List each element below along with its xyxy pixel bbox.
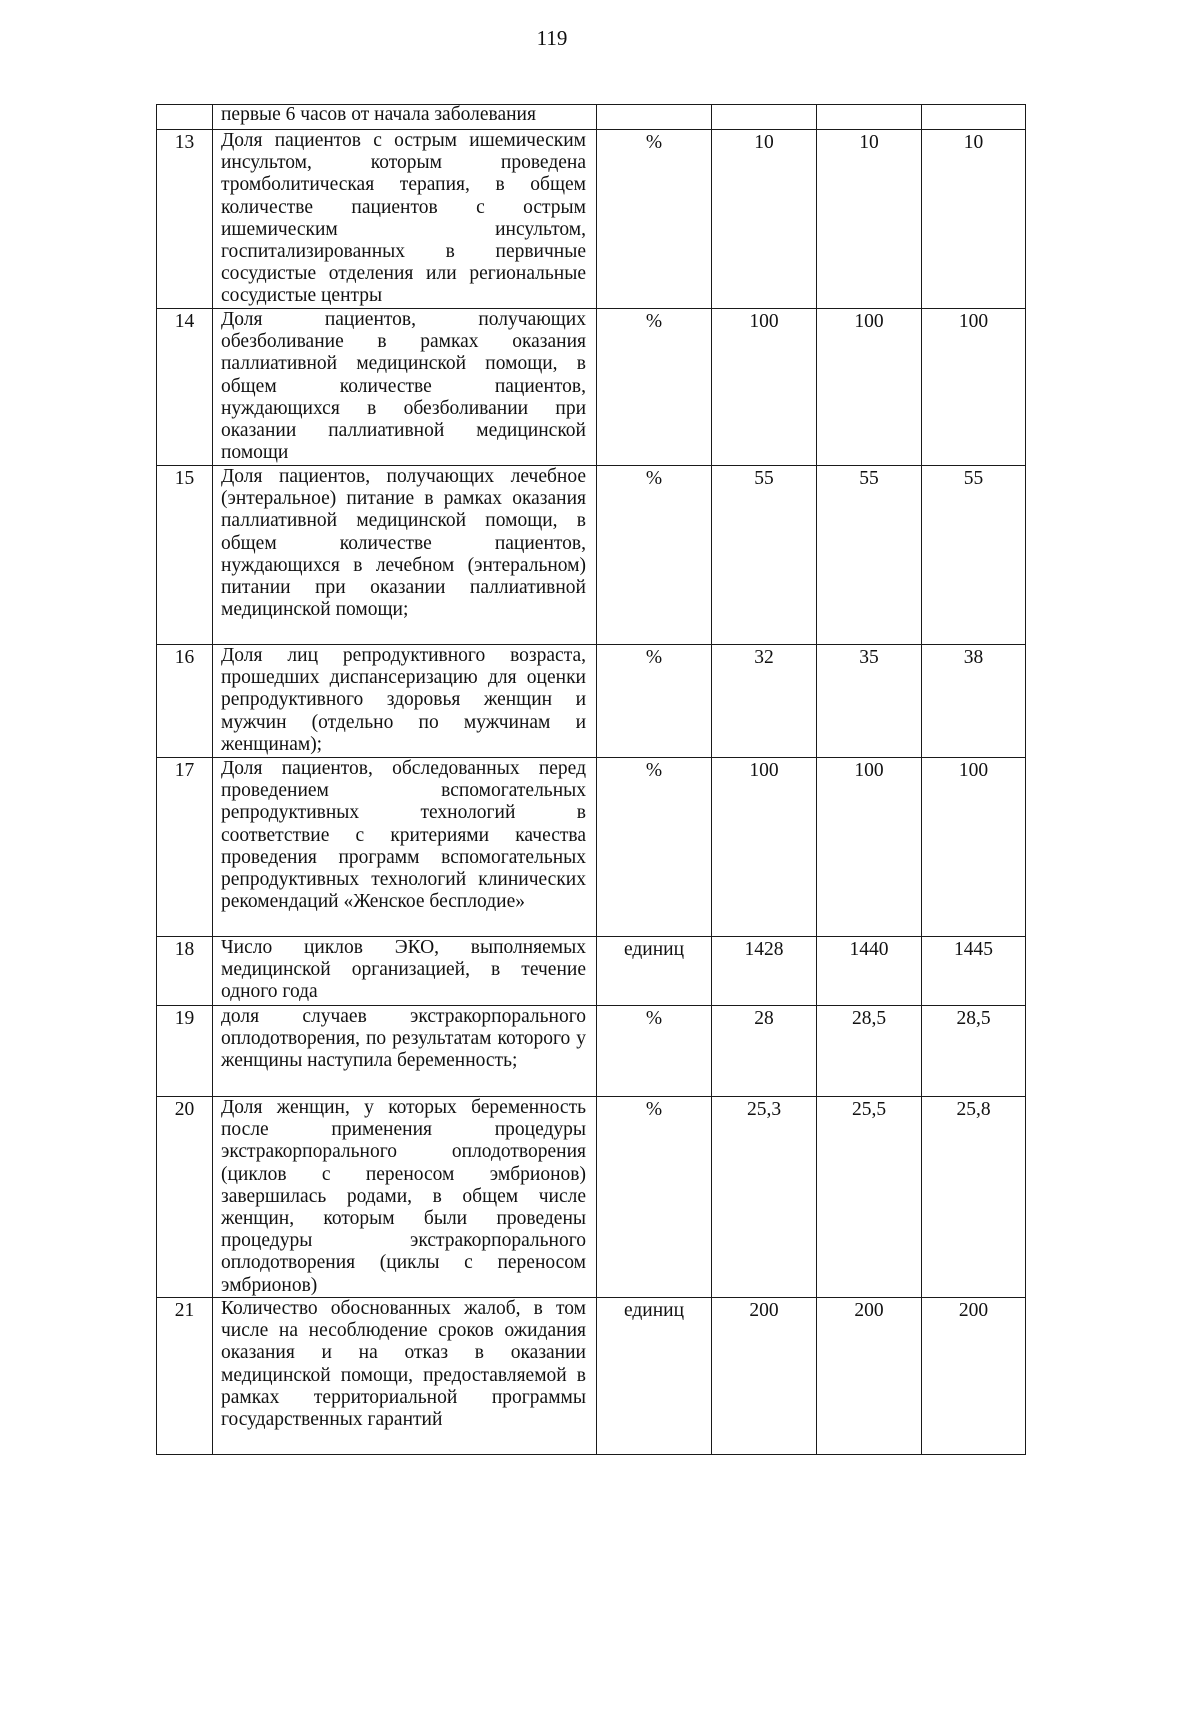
- row-value-3: 10: [922, 130, 1026, 309]
- row-description: Доля лиц репродуктивного возраста, прошедших диспансеризацию для оценки репродуктивного здоровья женщин и мужчин (отдельно по мужчинам и женщинам);: [213, 645, 597, 758]
- row-unit: [597, 105, 712, 130]
- row-number: 21: [157, 1298, 213, 1455]
- table-row: [157, 758, 1026, 937]
- row-value-1: 55: [712, 466, 817, 645]
- table-row: [157, 1298, 1026, 1455]
- row-value-1: 100: [712, 758, 817, 937]
- row-value-2: 200: [817, 1298, 922, 1455]
- row-number: [157, 105, 213, 130]
- row-number: 13: [157, 130, 213, 309]
- table-row-continuation: [157, 105, 1026, 130]
- row-unit: %: [597, 130, 712, 309]
- row-value-1: [712, 105, 817, 130]
- row-value-2: 100: [817, 758, 922, 937]
- row-value-3: 100: [922, 758, 1026, 937]
- row-unit: единиц: [597, 1298, 712, 1455]
- table-row: [157, 645, 1026, 758]
- row-value-2: 10: [817, 130, 922, 309]
- indicators-table: [156, 104, 1026, 1455]
- row-unit: %: [597, 309, 712, 466]
- row-value-2: 1440: [817, 937, 922, 1006]
- table-row: [157, 1097, 1026, 1298]
- row-number: 15: [157, 466, 213, 645]
- row-value-1: 25,3: [712, 1097, 817, 1298]
- row-value-1: 10: [712, 130, 817, 309]
- row-value-3: 200: [922, 1298, 1026, 1455]
- row-value-2: 28,5: [817, 1006, 922, 1097]
- row-number: 20: [157, 1097, 213, 1298]
- row-description: Доля женщин, у которых беременность после применения процедуры экстракорпорального оплодотворения (циклов с переносом эмбрионов) завершилась родами, в общем числе женщин, которым были проведены процедуры экстракорпорального оплодотворения (циклы с переносом эмбрионов): [213, 1097, 597, 1298]
- row-unit: %: [597, 758, 712, 937]
- row-unit: %: [597, 1006, 712, 1097]
- row-number: 17: [157, 758, 213, 937]
- row-description: первые 6 часов от начала заболевания: [213, 105, 597, 130]
- row-description: Доля пациентов, получающих лечебное (энтеральное) питание в рамках оказания паллиативной медицинской помощи, в общем количестве пациентов, нуждающихся в лечебном (энтеральном) питании при оказании паллиативной медицинской помощи;: [213, 466, 597, 645]
- row-value-3: 100: [922, 309, 1026, 466]
- row-number: 18: [157, 937, 213, 1006]
- row-unit: %: [597, 645, 712, 758]
- row-value-2: 35: [817, 645, 922, 758]
- row-description: Доля пациентов с острым ишемическим инсультом, которым проведена тромболитическая терапия, в общем количестве пациентов с острым ишемическим инсультом, госпитализированных в первичные сосудистые отделения или региональные сосудистые центры: [213, 130, 597, 309]
- row-number: 16: [157, 645, 213, 758]
- row-value-1: 200: [712, 1298, 817, 1455]
- row-value-1: 1428: [712, 937, 817, 1006]
- row-description: Количество обоснованных жалоб, в том числе на несоблюдение сроков ожидания оказания и на отказ в оказании медицинской помощи, предоставляемой в рамках территориальной программы государственных гарантий: [213, 1298, 597, 1455]
- row-value-2: 100: [817, 309, 922, 466]
- table-row: [157, 1006, 1026, 1097]
- table-row: [157, 309, 1026, 466]
- row-unit: %: [597, 466, 712, 645]
- row-description: Доля пациентов, получающих обезболивание в рамках оказания паллиативной медицинской помощи, в общем количестве пациентов, нуждающихся в обезболивании при оказании паллиативной медицинской помощи: [213, 309, 597, 466]
- row-value-1: 32: [712, 645, 817, 758]
- row-description: Доля пациентов, обследованных перед проведением вспомогательных репродуктивных технологий в соответствие с критериями качества проведения программ вспомогательных репродуктивных технологий клинических рекомендаций «Женское бесплодие»: [213, 758, 597, 937]
- row-unit: единиц: [597, 937, 712, 1006]
- table-row: [157, 466, 1026, 645]
- row-description: Число циклов ЭКО, выполняемых медицинской организацией, в течение одного года: [213, 937, 597, 1006]
- row-value-2: 25,5: [817, 1097, 922, 1298]
- row-value-3: 38: [922, 645, 1026, 758]
- row-value-1: 28: [712, 1006, 817, 1097]
- page-number: 119: [536, 26, 568, 50]
- row-number: 14: [157, 309, 213, 466]
- row-value-3: 1445: [922, 937, 1026, 1006]
- row-value-3: 55: [922, 466, 1026, 645]
- row-unit: %: [597, 1097, 712, 1298]
- row-number: 19: [157, 1006, 213, 1097]
- table-row: [157, 130, 1026, 309]
- row-value-3: 28,5: [922, 1006, 1026, 1097]
- row-description: доля случаев экстракорпорального оплодотворения, по результатам которого у женщины наступила беременность;: [213, 1006, 597, 1097]
- row-value-2: 55: [817, 466, 922, 645]
- row-value-3: 25,8: [922, 1097, 1026, 1298]
- row-value-2: [817, 105, 922, 130]
- table-row: [157, 937, 1026, 1006]
- row-value-3: [922, 105, 1026, 130]
- row-value-1: 100: [712, 309, 817, 466]
